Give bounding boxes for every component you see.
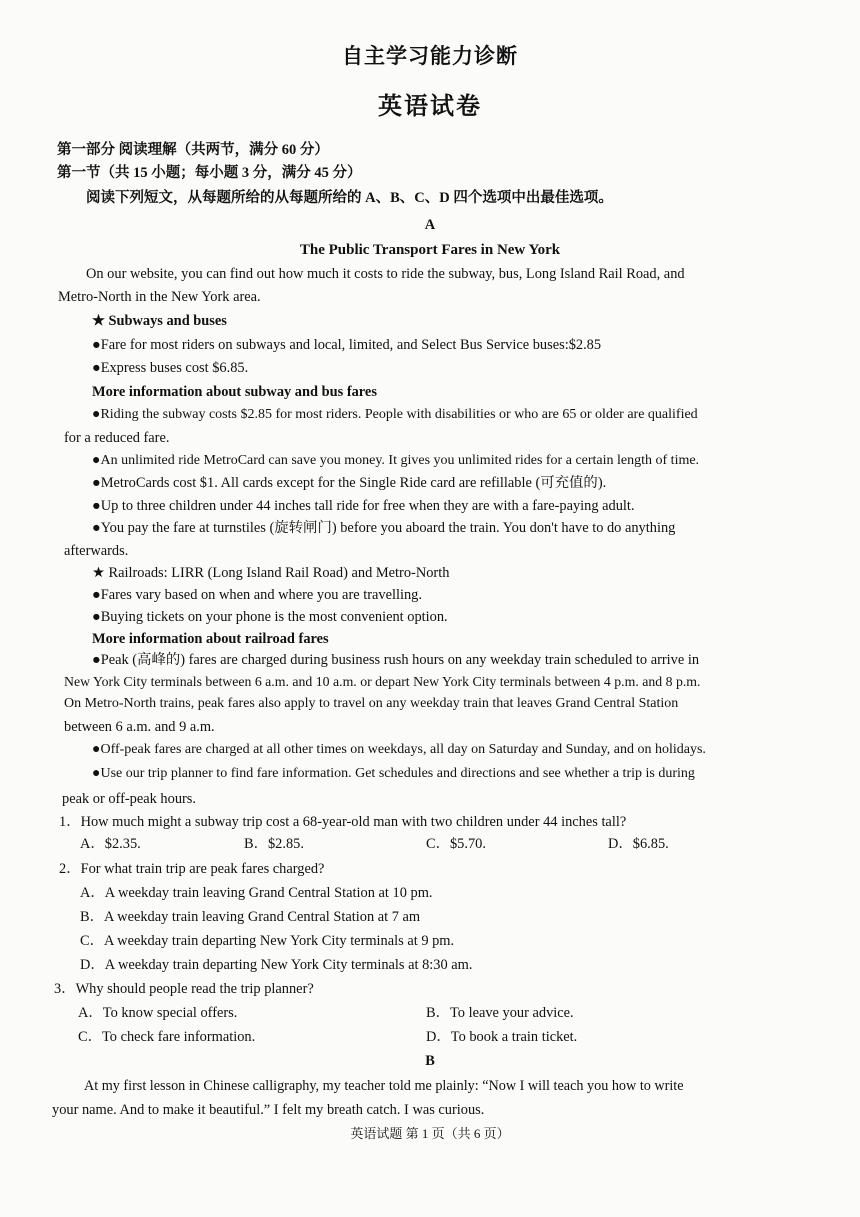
question-3-option-b: B．To leave your advice. — [426, 1005, 574, 1021]
passage-line: ●MetroCards cost $1. All cards except for the Single Ride card are refillable (可充值的). — [92, 475, 607, 491]
question-1-option-a: A．$2.35. — [80, 836, 141, 852]
passage-b-line: your name. And to make it beautiful.” I felt my breath catch. I was curious. — [52, 1102, 485, 1118]
section-heading: 第一节（共 15 小题；每小题 3 分，满分 45 分） — [57, 165, 362, 181]
passage-line: ●Off-peak fares are charged at all other times on weekdays, all day on Saturday and Sunday, and on holidays. — [92, 742, 706, 757]
question-2-option-b: B．A weekday train leaving Grand Central Station at 7 am — [80, 909, 421, 925]
passage-line: ●Peak (高峰的) fares are charged during business rush hours on any weekday train scheduled to arrive in — [92, 652, 700, 668]
passage-b-line: At my first lesson in Chinese calligraphy, my teacher told me plainly: “Now I will teach you how to write — [84, 1078, 684, 1094]
page-footer: 英语试题 第 1 页（共 6 页） — [350, 1126, 510, 1141]
instruction: 阅读下列短文，从每题所给的从每题所给的 A、B、C、D 四个选项中出最佳选项。 — [86, 190, 613, 206]
question-2-stem: 2．For what train trip are peak fares charged? — [59, 861, 325, 877]
passage-line: peak or off-peak hours. — [62, 791, 196, 807]
passage-a-letter: A — [424, 217, 436, 233]
question-2-option-d: D．A weekday train departing New York City terminals at 8:30 am. — [80, 957, 473, 973]
question-1-option-d: D．$6.85. — [608, 836, 669, 852]
subway-more-heading: More information about subway and bus fares — [92, 384, 377, 400]
exam-title: 自主学习能力诊断 — [342, 44, 518, 68]
passage-line: ●An unlimited ride MetroCard can save you money. It gives you unlimited rides for a certain length of time. — [92, 453, 700, 468]
passage-line: ●Fare for most riders on subways and local, limited, and Select Bus Service buses:$2.85 — [92, 337, 602, 353]
question-3-option-c: C．To check fare information. — [78, 1029, 256, 1045]
passage-line: afterwards. — [64, 543, 129, 559]
passage-line: On our website, you can find out how much it costs to ride the subway, bus, Long Island Rail Road, and — [86, 266, 685, 282]
question-2-option-a: A．A weekday train leaving Grand Central Station at 10 pm. — [80, 885, 433, 901]
railroads-heading: ★ Railroads: LIRR (Long Island Rail Road) and Metro-North — [92, 565, 450, 581]
question-3-option-a: A．To know special offers. — [78, 1005, 238, 1021]
passage-line: ●Buying tickets on your phone is the most convenient option. — [92, 609, 448, 625]
question-2-option-c: C．A weekday train departing New York City terminals at 9 pm. — [80, 933, 455, 949]
passage-line: for a reduced fare. — [64, 430, 170, 446]
passage-line: between 6 a.m. and 9 a.m. — [64, 719, 215, 735]
passage-line: ●Express buses cost $6.85. — [92, 360, 249, 376]
passage-line: ●Use our trip planner to find fare information. Get schedules and directions and see whether a trip is during — [92, 766, 695, 781]
passage-line: ●Up to three children under 44 inches tall ride for free when they are with a fare-paying adult. — [92, 498, 635, 514]
question-3-stem: 3．Why should people read the trip planner? — [54, 981, 314, 997]
passage-line: Metro-North in the New York area. — [58, 289, 261, 305]
passage-line: ●Fares vary based on when and where you are travelling. — [92, 587, 422, 603]
passage-b-letter: B — [425, 1053, 435, 1069]
passage-line: New York City terminals between 6 a.m. and 10 a.m. or depart New York City terminals between 4 p.m. and 8 p.m. — [64, 674, 701, 689]
passage-line: ●You pay the fare at turnstiles (旋转闸门) before you aboard the train. You don't have to do anything — [92, 520, 676, 536]
railroad-more-heading: More information about railroad fares — [92, 631, 329, 647]
subways-heading: ★ Subways and buses — [92, 313, 227, 329]
passage-line: On Metro-North trains, peak fares also apply to travel on any weekday train that leaves Grand Central Station — [64, 696, 679, 711]
question-1-option-c: C．$5.70. — [426, 836, 486, 852]
exam-subtitle: 英语试卷 — [378, 94, 482, 120]
question-3-option-d: D．To book a train ticket. — [426, 1029, 578, 1045]
passage-a-title: The Public Transport Fares in New York — [299, 242, 561, 258]
question-1-stem: 1．How much might a subway trip cost a 68-year-old man with two children under 44 inches tall? — [59, 814, 627, 830]
question-1-option-b: B．$2.85. — [244, 836, 304, 852]
passage-line: ●Riding the subway costs $2.85 for most riders. People with disabilities or who are 65 or older are qualified — [92, 407, 698, 422]
part-heading: 第一部分 阅读理解（共两节，满分 60 分） — [57, 142, 329, 158]
